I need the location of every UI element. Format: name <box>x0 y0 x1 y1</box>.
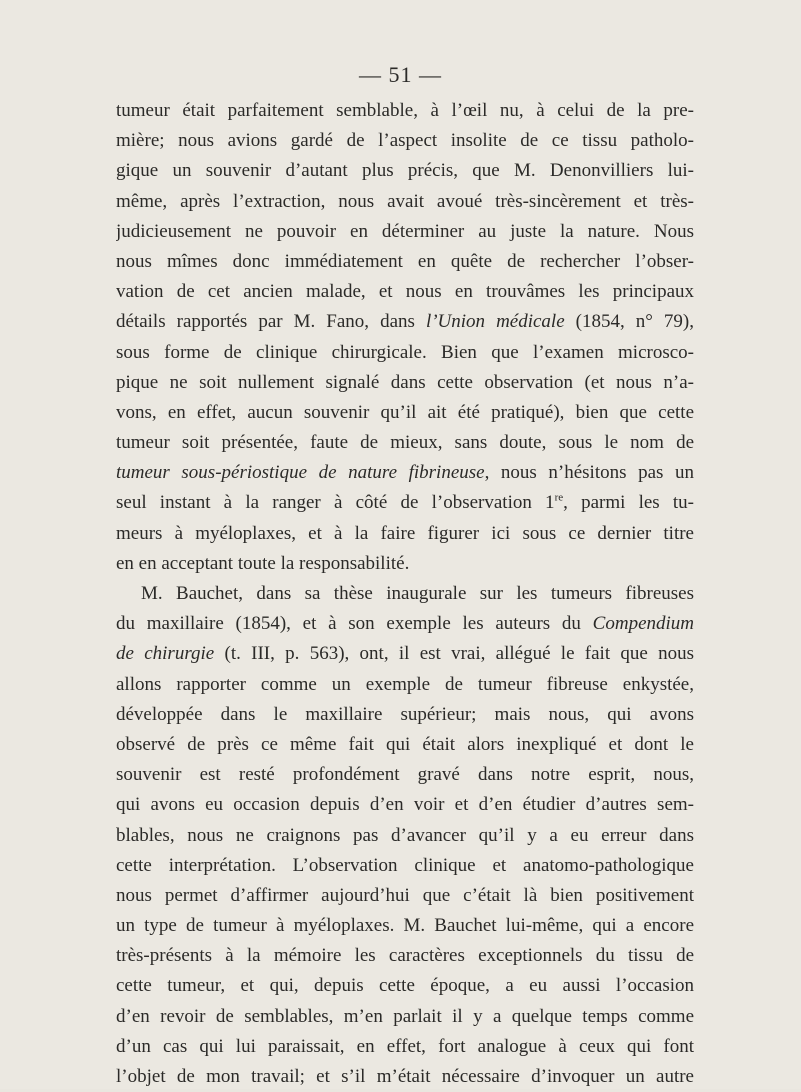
text-line: vons, en effet, aucun souvenir qu’il ait été pratiqué), bien que cette <box>116 401 694 423</box>
text-line: un type de tumeur à myéloplaxes. M. Bauchet lui-même, qui a encore <box>116 915 694 937</box>
text-line: M. Bauchet, dans sa thèse inaugurale sur les tumeurs fibreuses <box>141 583 694 604</box>
text-line: tumeur soit présentée, faute de mieux, sans doute, sous le nom de <box>116 432 694 454</box>
text-line: tumeur sous-périostique de nature fibrineuse, nous n’hésitons pas un <box>116 462 694 484</box>
text-line: nous permet d’affirmer aujourd’hui que c’était là bien positivement <box>116 884 694 906</box>
text-line: même, après l’extraction, nous avait avoué très-sincèrement et très- <box>116 190 694 212</box>
text-line: très-présents à la mémoire les caractères exceptionnels du tissu de <box>116 945 694 967</box>
text-line: pique ne soit nullement signalé dans cette observation (et nous n’a- <box>116 371 694 393</box>
superscript: re <box>554 492 564 505</box>
italic-title: Compendium <box>592 613 694 635</box>
text-line: cette tumeur, et qui, depuis cette époque, a eu aussi l’occasion <box>116 975 694 997</box>
text-line: allons rapporter comme un exemple de tumeur fibreuse enkystée, <box>116 673 694 695</box>
text-line: développée dans le maxillaire supérieur; mais nous, qui avons <box>116 703 694 725</box>
text-line: d’un cas qui lui paraissait, en effet, fort analogue à ceux qui font <box>116 1035 694 1057</box>
text-line: cette interprétation. L’observation clinique et anatomo-pathologique <box>116 854 694 876</box>
text-line: blables, nous ne craignons pas d’avancer qu’il y a eu erreur dans <box>116 824 694 846</box>
page-number: — 51 — <box>359 62 442 87</box>
text-line: seul instant à la ranger à côté de l’observation 1re, parmi les tu- <box>116 492 694 514</box>
text-line: de chirurgie (t. III, p. 563), ont, il est vrai, allégué le fait que nous <box>116 643 694 665</box>
text-line: d’en revoir de semblables, m’en parlait il y a quelque temps comme <box>116 1005 694 1027</box>
italic-title: l’Union médicale <box>425 311 565 333</box>
text-line: tumeur était parfaitement semblable, à l’œil nu, à celui de la pre- <box>116 100 694 121</box>
text-line: meurs à myéloplaxes, et à la faire figurer ici sous ce dernier titre <box>116 522 694 544</box>
text-line: du maxillaire (1854), et à son exemple les auteurs du Compendium <box>116 613 694 635</box>
body-text <box>116 96 694 1092</box>
text-line: souvenir est resté profondément gravé dans notre esprit, nous, <box>116 764 694 786</box>
text-line: judicieusement ne pouvoir en déterminer au juste la nature. Nous <box>116 220 694 242</box>
text-line: détails rapportés par M. Fano, dans l’Union médicale (1854, n° 79), <box>116 311 694 333</box>
text-line: en en acceptant toute la responsabilité. <box>116 552 410 574</box>
italic-term: tumeur sous-périostique de nature fibrineuse <box>116 462 485 484</box>
text-line: vation de cet ancien malade, et nous en trouvâmes les principaux <box>116 281 694 303</box>
text-line: gique un souvenir d’autant plus précis, que M. Denonvilliers lui- <box>116 160 694 182</box>
text-line: sous forme de clinique chirurgicale. Bien que l’examen microsco- <box>116 341 694 363</box>
italic-title: de chirurgie <box>116 643 215 665</box>
text-line: observé de près ce même fait qui était alors inexpliqué et dont le <box>116 733 694 755</box>
text-line: l’objet de mon travail; et s’il m’était nécessaire d’invoquer un autre <box>116 1066 694 1087</box>
text-line: nous mîmes donc immédiatement en quête de rechercher l’obser- <box>116 250 694 272</box>
text-line: qui avons eu occasion depuis d’en voir et d’en étudier d’autres sem- <box>116 794 694 816</box>
text-line: mière; nous avions gardé de l’aspect insolite de ce tissu patholo- <box>116 130 694 152</box>
